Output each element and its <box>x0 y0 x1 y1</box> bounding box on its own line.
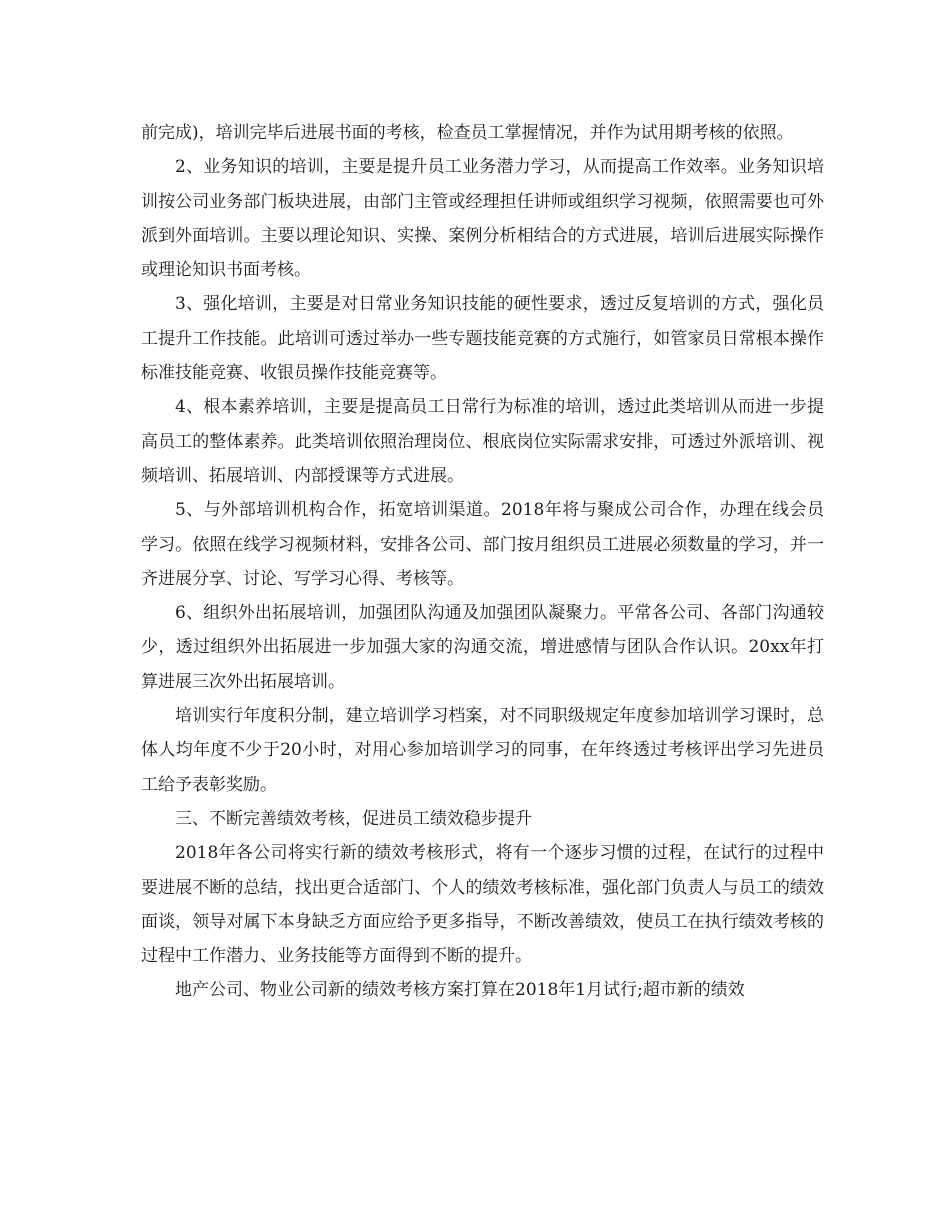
paragraph-basic-quality-training: 4、根本素养培训，主要是提高员工日常行为标准的培训，透过此类培训从而进一步提高员工的整体素养。此类培训依照治理岗位、根底岗位实际需求安排，可透过外派培训、视频培训、拓展培训、内部授课等方式进展。 <box>141 397 824 486</box>
paragraph-intensive-training: 3、强化培训，主要是对日常业务知识技能的硬性要求，透过反复培训的方式，强化员工提升工作技能。此培训可透过举办一些专题技能竞赛的方式施行，如管家员日常根本操作标准技能竞赛、收银员操作技能竞赛等。 <box>141 294 824 384</box>
paragraph-outdoor-training: 6、组织外出拓展培训，加强团队沟通及加强团队凝聚力。平常各公司、各部门沟通较少，透过组织外出拓展进一步加强大家的沟通交流，增进感情与团队合作认识。20xx年打算进展三次外出拓展培训。 <box>141 603 824 692</box>
paragraph-continuation: 前完成)，培训完毕后进展书面的考核，检查员工掌握情况，并作为试用期考核的依照。 <box>141 123 794 143</box>
paragraph-external-cooperation: 5、与外部培训机构合作，拓宽培训渠道。2018年将与聚成公司合作，办理在线会员学习。依照在线学习视频材料，安排各公司、部门按月组织员工进展必须数量的学习，并一齐进展分享、讨论、写学习心得、考核等。 <box>141 500 824 589</box>
paragraph-performance-review: 2018年各公司将实行新的绩效考核形式，将有一个逐步习惯的过程，在试行的过程中要进展不断的总结，找出更合适部门、个人的绩效考核标准，强化部门负责人与员工的绩效面谈，领导对属下本身缺乏方面应给予更多指导，不断改善绩效，使员工在执行绩效考核的过程中工作潜力、业务技能等方面得到不断的提升。 <box>141 843 824 967</box>
document-body <box>141 116 824 1008</box>
paragraph-performance-plan: 地产公司、物业公司新的绩效考核方案打算在2018年1月试行;超市新的绩效 <box>175 980 745 1001</box>
section-heading-performance: 三、不断完善绩效考核，促进员工绩效稳步提升 <box>175 808 532 829</box>
paragraph-credit-system: 培训实行年度积分制，建立培训学习档案，对不同职级规定年度参加培训学习课时，总体人均年度不少于20小时，对用心参加培训学习的同事，在年终透过考核评出学习先进员工给予表彰奖励。 <box>141 706 824 795</box>
paragraph-business-training: 2、业务知识的培训，主要是提升员工业务潜力学习，从而提高工作效率。业务知识培训按公司业务部门板块进展，由部门主管或经理担任讲师或组织学习视频，依照需要也可外派到外面培训。主要以理论知识、实操、案例分析相结合的方式进展，培训后进展实际操作或理论知识书面考核。 <box>141 157 824 281</box>
